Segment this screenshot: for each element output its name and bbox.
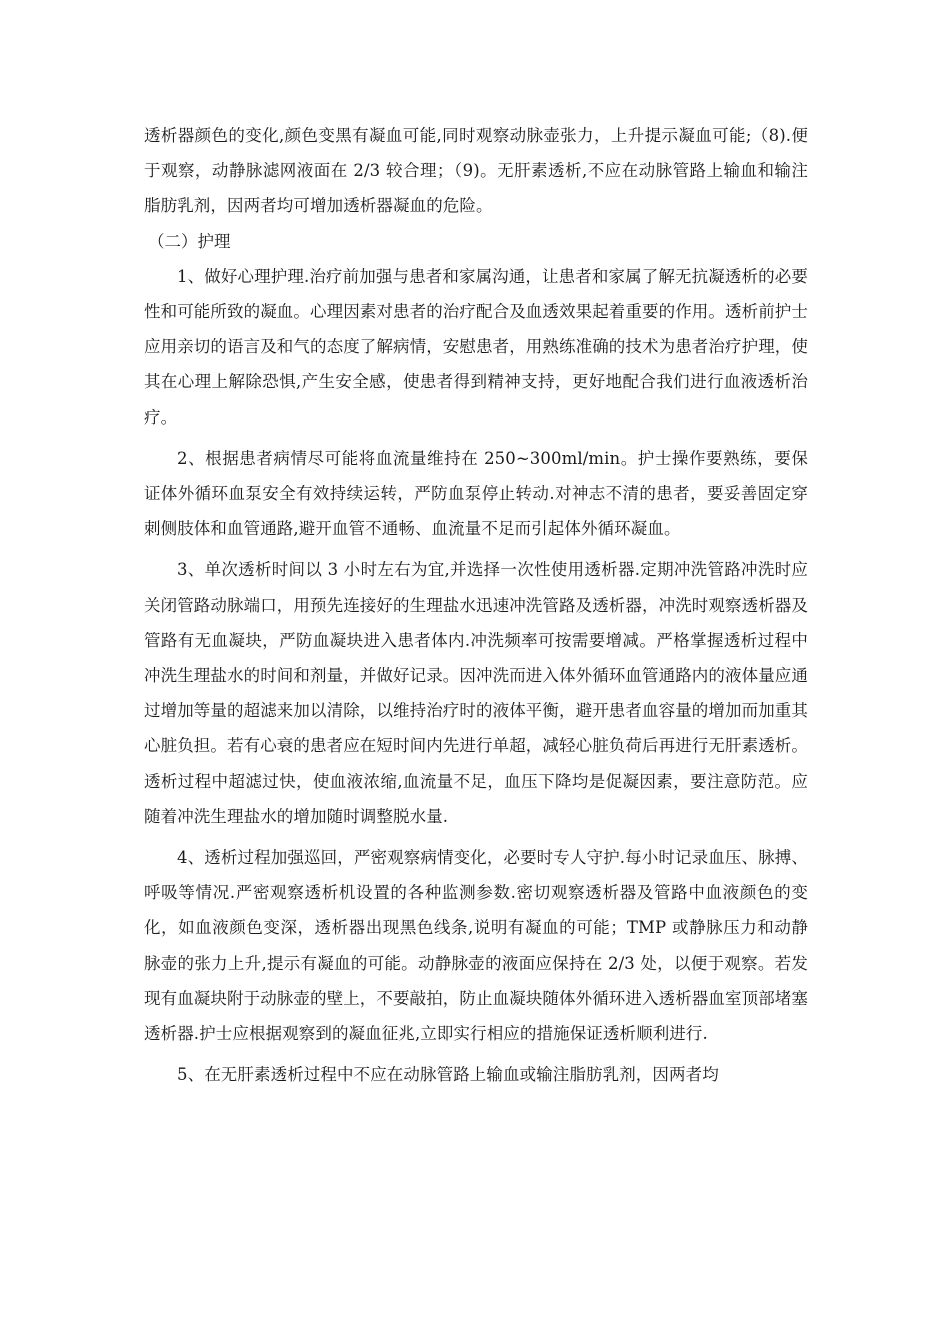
section-heading-nursing: （二）护理	[148, 231, 231, 251]
paragraph-item-3: 3、单次透析时间以 3 小时左右为宜,并选择一次性使用透析器.定期冲洗管路冲洗时应关闭管路动脉端口，用预先连接好的生理盐水迅速冲洗管路及透析器，冲洗时观察透析器及管路有无血凝块，严防血凝块进入患者体内.冲洗频率可按需要增减。严格掌握透析过程中冲洗生理盐水的时间和剂量，并做好记录。因冲洗而进入体外循环血管通路内的液体量应通过增加等量的超滤来加以清除，以维持治疗时的液体平衡，避开患者血容量的增加而加重其心脏负担。若有心衰的患者应在短时间内先进行单超，减轻心脏负荷后再进行无肝素透析。透析过程中超滤过快，使血液浓缩,血流量不足，血压下降均是促凝因素，要注意防范。应随着冲洗生理盐水的增加随时调整脱水量.	[144, 560, 808, 826]
paragraph-item-4: 4、透析过程加强巡回，严密观察病情变化，必要时专人守护.每小时记录血压、脉搏、呼吸等情况.严密观察透析机设置的各种监测参数.密切观察透析器及管路中血液颜色的变化，如血液颜色变深，透析器出现黑色线条,说明有凝血的可能；TMP 或静脉压力和动静脉壶的张力上升,提示有凝血的可能。动静脉壶的液面应保持在 2/3 处，以便于观察。若发现有血凝块附于动脉壶的壁上，不要敲拍，防止血凝块随体外循环进入透析器血室顶部堵塞透析器.护士应根据观察到的凝血征兆,立即实行相应的措施保证透析顺利进行.	[144, 848, 808, 1044]
paragraph-item-2: 2、根据患者病情尽可能将血流量维持在 250~300ml/min。护士操作要熟练，要保证体外循环血泵安全有效持续运转，严防血泵停止转动.对神志不清的患者，要妥善固定穿刺侧肢体和血管通路,避开血管不通畅、血流量不足而引起体外循环凝血。	[144, 448, 808, 539]
document-page	[144, 118, 808, 1092]
paragraph-item-1: 1、做好心理护理.治疗前加强与患者和家属沟通，让患者和家属了解无抗凝透析的必要性和可能所致的凝血。心理因素对患者的治疗配合及血透效果起着重要的作用。透析前护士应用亲切的语言及和气的态度了解病情，安慰患者，用熟练准确的技术为患者治疗护理，使其在心理上解除恐惧,产生安全感，使患者得到精神支持，更好地配合我们进行血液透析治疗。	[144, 266, 808, 427]
paragraph-item-5: 5、在无肝素透析过程中不应在动脉管路上输血或输注脂肪乳剂，因两者均	[177, 1065, 719, 1085]
paragraph-continuation: 透析器颜色的变化,颜色变黑有凝血可能,同时观察动脉壶张力，上升提示凝血可能;（8).便于观察，动静脉滤网液面在 2/3 较合理；（9)。无肝素透析,不应在动脉管路上输血和输注脂肪乳剂，因两者均可增加透析器凝血的危险。	[144, 126, 808, 216]
